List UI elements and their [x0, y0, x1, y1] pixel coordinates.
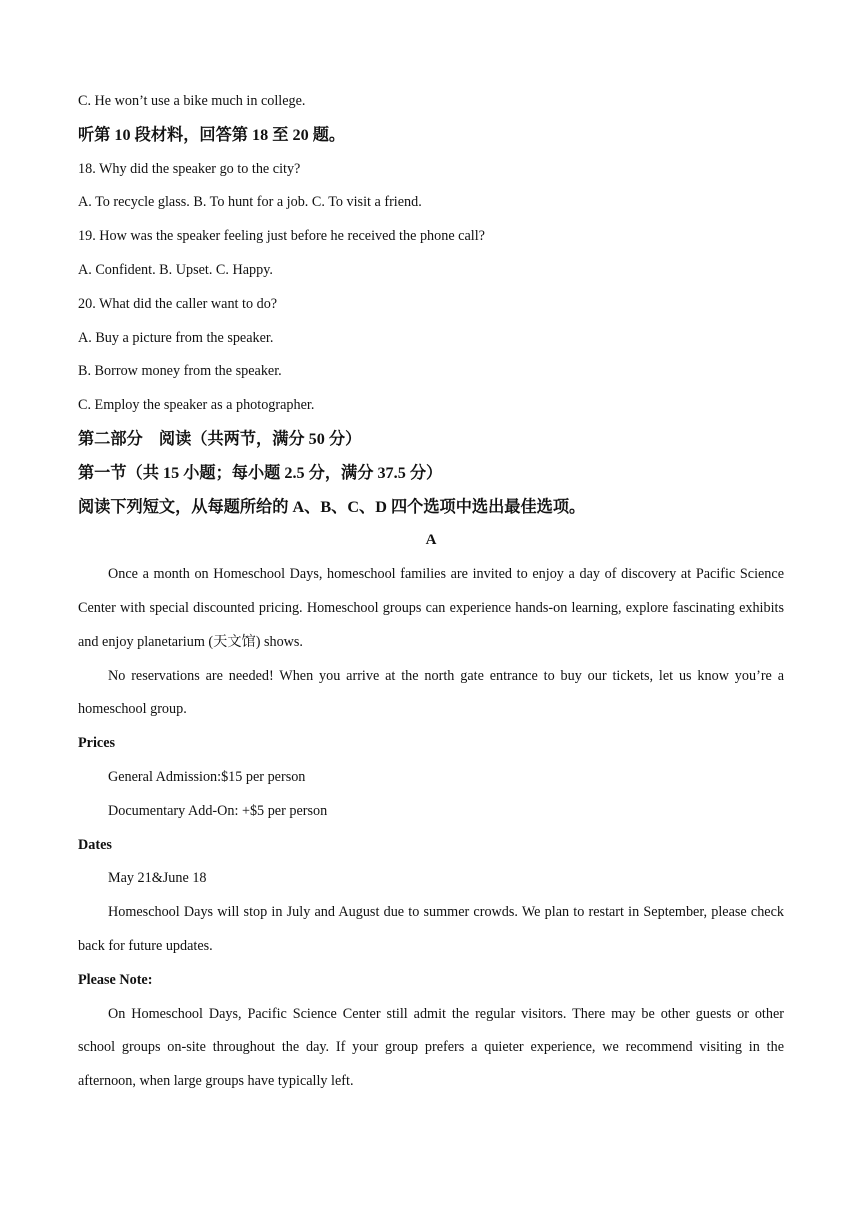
- passage-paragraph-1: Once a month on Homeschool Days, homeschool families are invited to enjoy a day of discovery at Pacific Science Center with special discounted pricing. Homeschool groups can experience hands-on learning, explore fascinating exhibits and enjoy planetarium (天文馆) shows.: [78, 566, 784, 650]
- q20-option-c: C. Employ the speaker as a photographer.: [78, 397, 315, 414]
- passage-paragraph-4: On Homeschool Days, Pacific Science Center still admit the regular visitors. There may be other guests or other school groups on-site throughout the day. If your group prefers a quieter experience, we recommend visiting in the afternoon, when large groups have typically left.: [78, 1005, 784, 1090]
- q20-question: 20. What did the caller want to do?: [78, 295, 278, 312]
- dates-label: Dates: [78, 836, 112, 853]
- part2-title: 第二部分 阅读（共两节，满分 50 分）: [78, 429, 362, 448]
- q18-question: 18. Why did the speaker go to the city?: [78, 160, 301, 177]
- prices-label: Prices: [78, 735, 116, 752]
- q19-options: A. Confident. B. Upset. C. Happy.: [78, 261, 273, 278]
- q19-question: 19. How was the speaker feeling just before he received the phone call?: [78, 228, 485, 245]
- q20-option-a: A. Buy a picture from the speaker.: [78, 329, 274, 346]
- q18-options: A. To recycle glass. B. To hunt for a job. C. To visit a friend.: [78, 194, 422, 211]
- price-documentary-addon: Documentary Add-On: +$5 per person: [108, 802, 328, 819]
- price-general-admission: General Admission:$15 per person: [108, 768, 306, 785]
- passage-paragraph-2: No reservations are needed! When you arrive at the north gate entrance to buy our tickets, let us know you’re a homeschool group.: [78, 667, 784, 718]
- passage-label: A: [425, 532, 437, 549]
- passage-paragraph-3: Homeschool Days will stop in July and August due to summer crowds. We plan to restart in September, please check back for future updates.: [78, 904, 784, 954]
- reading-instruction: 阅读下列短文，从每题所给的 A、B、C、D 四个选项中选出最佳选项。: [78, 497, 586, 516]
- q20-option-b: B. Borrow money from the speaker.: [78, 363, 282, 380]
- q17-option-c: C. He won’t use a bike much in college.: [78, 93, 306, 109]
- dates-value: May 21&June 18: [108, 870, 207, 887]
- section1-title: 第一节（共 15 小题；每小题 2.5 分，满分 37.5 分）: [78, 463, 443, 482]
- note-label: Please Note:: [78, 971, 153, 988]
- section-10-heading: 听第 10 段材料，回答第 18 至 20 题。: [78, 125, 346, 144]
- document-page: [78, 85, 784, 1099]
